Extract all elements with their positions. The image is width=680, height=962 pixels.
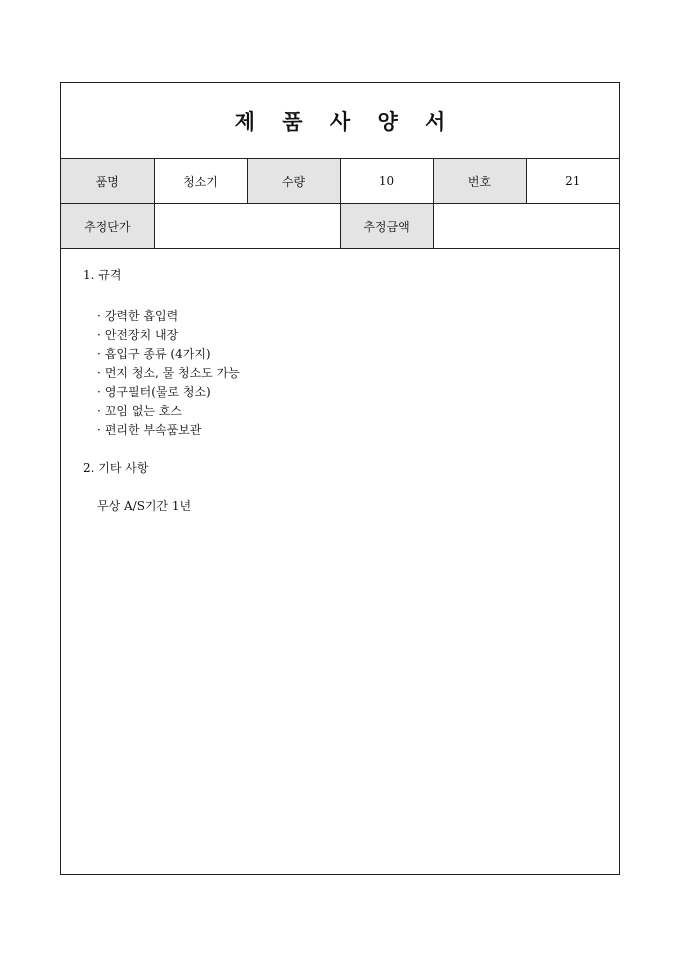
number-label: 번호: [433, 159, 526, 204]
spec-heading: 1. 규격: [83, 268, 122, 282]
bullet-icon: ·: [97, 404, 101, 418]
bullet-icon: ·: [97, 366, 101, 380]
spec-item-text: 흡입구 종류 (4가지): [104, 347, 211, 361]
list-item: [97, 326, 619, 345]
info-row-estimate: [61, 204, 619, 249]
bullet-icon: ·: [97, 328, 101, 342]
info-table: [61, 159, 619, 249]
spec-item-text: 안전장치 내장: [104, 328, 179, 342]
warranty-text: 무상 A/S기간 1년: [97, 499, 192, 513]
list-item: [97, 402, 619, 421]
title-row: [61, 83, 619, 159]
amount-label: 추정금액: [340, 204, 433, 249]
product-name-label: 품명: [61, 159, 154, 204]
spec-item-text: 꼬임 없는 호스: [104, 404, 183, 418]
document-title: 제 품 사 양 서: [234, 108, 456, 134]
misc-heading: 2. 기타 사항: [83, 461, 149, 475]
bullet-icon: ·: [97, 423, 101, 437]
amount-value: [433, 204, 619, 249]
unit-price-value: [154, 204, 340, 249]
spec-item-text: 먼지 청소, 물 청소도 가능: [104, 366, 240, 380]
quantity-label: 수량: [247, 159, 340, 204]
list-item: [97, 307, 619, 326]
bullet-icon: ·: [97, 385, 101, 399]
list-item: [97, 364, 619, 383]
spec-item-text: 강력한 흡입력: [104, 309, 179, 323]
spec-item-text: 영구필터(물로 청소): [104, 385, 211, 399]
spec-list: [83, 307, 619, 440]
bullet-icon: ·: [97, 347, 101, 361]
number-value: 21: [526, 159, 619, 204]
document-frame: [60, 82, 620, 875]
list-item: [97, 345, 619, 364]
list-item: [97, 383, 619, 402]
unit-price-label: 추정단가: [61, 204, 154, 249]
info-row-product: [61, 159, 619, 204]
quantity-value: 10: [340, 159, 433, 204]
product-name-value: 청소기: [154, 159, 247, 204]
list-item: [97, 421, 619, 440]
spec-item-text: 편리한 부속품보관: [104, 423, 202, 437]
bullet-icon: ·: [97, 309, 101, 323]
content-area: [61, 249, 619, 516]
